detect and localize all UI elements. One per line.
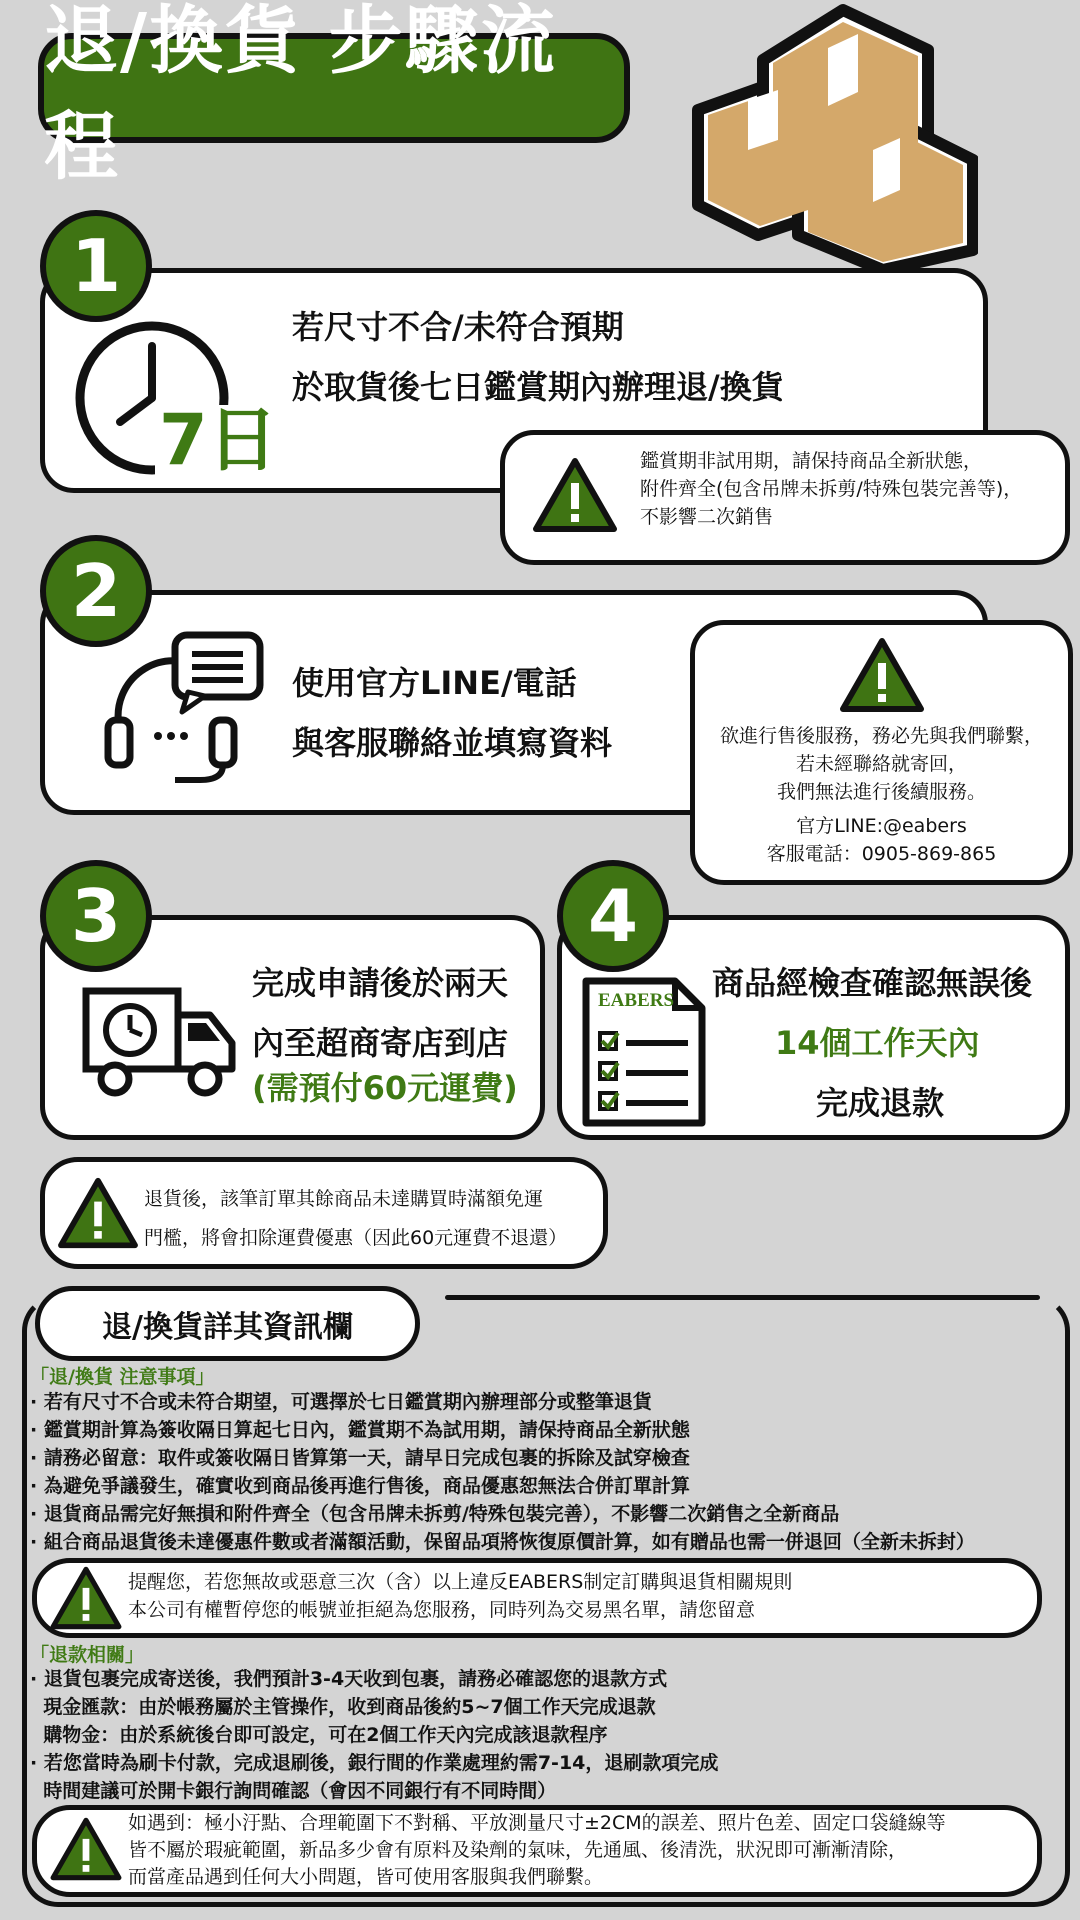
list-item: 購物金：由於系統後台即可設定，可在2個工作天內完成該退款程序 [30, 1724, 608, 1746]
blacklist-warning-text: 提醒您，若您無故或惡意三次（含）以上違反EABERS制定訂購與退貨相關規則 本公司有權暫停您的帳號並拒絕為您服務，同時列為交易黑名單，請您留意 [128, 1571, 793, 1621]
step3-line3: (需預付60元運費) [252, 1069, 518, 1107]
section-refund-title: 「退款相關」 [30, 1644, 145, 1666]
info-panel-top-border [445, 1295, 1040, 1300]
info-tab: 退/換貨詳其資訊欄 [35, 1286, 420, 1361]
section-notice-title: 「退/換貨 注意事項」 [30, 1366, 215, 1388]
warning-icon [55, 1175, 141, 1251]
step3-line1: 完成申請後於兩天 [252, 964, 509, 1002]
step1-line1: 若尺寸不合/未符合預期 [292, 308, 624, 346]
step2-line2: 與客服聯絡並填寫資料 [292, 724, 613, 762]
step3-number: 3 [40, 860, 152, 972]
defect-warning-text: 如遇到：極小汙點、合理範圍下不對稱、平放測量尺寸±2CM的誤差、照片色差、固定口袋縫線等 皆不屬於瑕疵範圍，新品多少會有原料及染劑的氣味，先通風、後清洗，狀況即可漸漸清除， 而當產品遇到任何大小問題，皆可使用客服與我們聯繫。 [128, 1812, 946, 1888]
step4-line3: 完成退款 [816, 1084, 945, 1122]
list-item: 現金匯款：由於帳務屬於主管操作，收到商品後約5~7個工作天完成退款 [30, 1696, 656, 1718]
warning-icon [837, 635, 927, 715]
warning-icon [48, 1815, 124, 1883]
list-item: · 若您當時為刷卡付款，完成退刷後，銀行間的作業處理約需7-14，退刷款項完成 [30, 1752, 719, 1774]
phone-number[interactable]: 客服電話：0905-869-865 [766, 843, 997, 865]
step2-number: 2 [40, 535, 152, 647]
refund-list [30, 1665, 718, 1805]
seven-day-badge: 7日 [155, 405, 282, 475]
step4-number: 4 [557, 860, 669, 972]
list-item: · 退貨商品需完好無損和附件齊全（包含吊牌未拆剪/特殊包裝完善），不影響二次銷售之全新商品 [30, 1503, 840, 1525]
checklist-brand-label: EABERS [598, 990, 675, 1011]
line-id[interactable]: 官方LINE:@eabers [796, 815, 967, 837]
notice-list [30, 1388, 975, 1556]
shipping-note-text: 退貨後，該筆訂單其餘商品未達購買時滿額免運 門檻，將會扣除運費優惠（因此60元運費不退還） [144, 1188, 568, 1249]
list-item: · 鑑賞期計算為簽收隔日算起七日內，鑑賞期不為試用期，請保持商品全新狀態 [30, 1419, 690, 1441]
list-item: · 為避免爭議發生，確實收到商品後再進行售後，商品優惠恕無法合併訂單計算 [30, 1475, 690, 1497]
step1-line2: 於取貨後七日鑑賞期內辦理退/換貨 [292, 368, 784, 406]
list-item: · 若有尺寸不合或未符合期望，可選擇於七日鑑賞期內辦理部分或整筆退貨 [30, 1391, 652, 1413]
delivery-truck-icon [80, 985, 240, 1105]
step2-note-text: 欲進行售後服務，務必先與我們聯繫， 若未經聯絡就寄回， 我們無法進行後續服務。 官方LINE:@eabers 客服電話：0905-869-865 [695, 722, 1068, 868]
step4-line1: 商品經檢查確認無誤後 [712, 964, 1033, 1002]
list-item: · 退貨包裹完成寄送後，我們預計3-4天收到包裹，請務必確認您的退款方式 [30, 1668, 668, 1690]
step3-line2: 內至超商寄店到店 [252, 1024, 509, 1062]
headset-chat-icon [100, 630, 270, 790]
page-title: 退/換貨 步驟流程 [38, 33, 630, 143]
step1-note-text: 鑑賞期非試用期，請保持商品全新狀態， 附件齊全(包含吊牌未拆剪/特殊包裝完善等)， 不影響二次銷售 [640, 450, 1023, 528]
step4-line2: 14個工作天內 [775, 1024, 980, 1062]
step1-number: 1 [40, 210, 152, 322]
list-item: · 請務必留意：取件或簽收隔日皆算第一天，請早日完成包裹的拆除及試穿檢查 [30, 1447, 690, 1469]
warning-icon [48, 1564, 124, 1632]
boxes-icon [678, 0, 978, 275]
step2-line1: 使用官方LINE/電話 [292, 664, 577, 702]
warning-icon [530, 455, 620, 535]
list-item: 時間建議可於開卡銀行詢問確認（會因不同銀行有不同時間） [30, 1780, 557, 1802]
list-item: · 組合商品退貨後未達優惠件數或者滿額活動，保留品項將恢復原價計算，如有贈品也需一併退回（全新未拆封） [30, 1531, 975, 1553]
